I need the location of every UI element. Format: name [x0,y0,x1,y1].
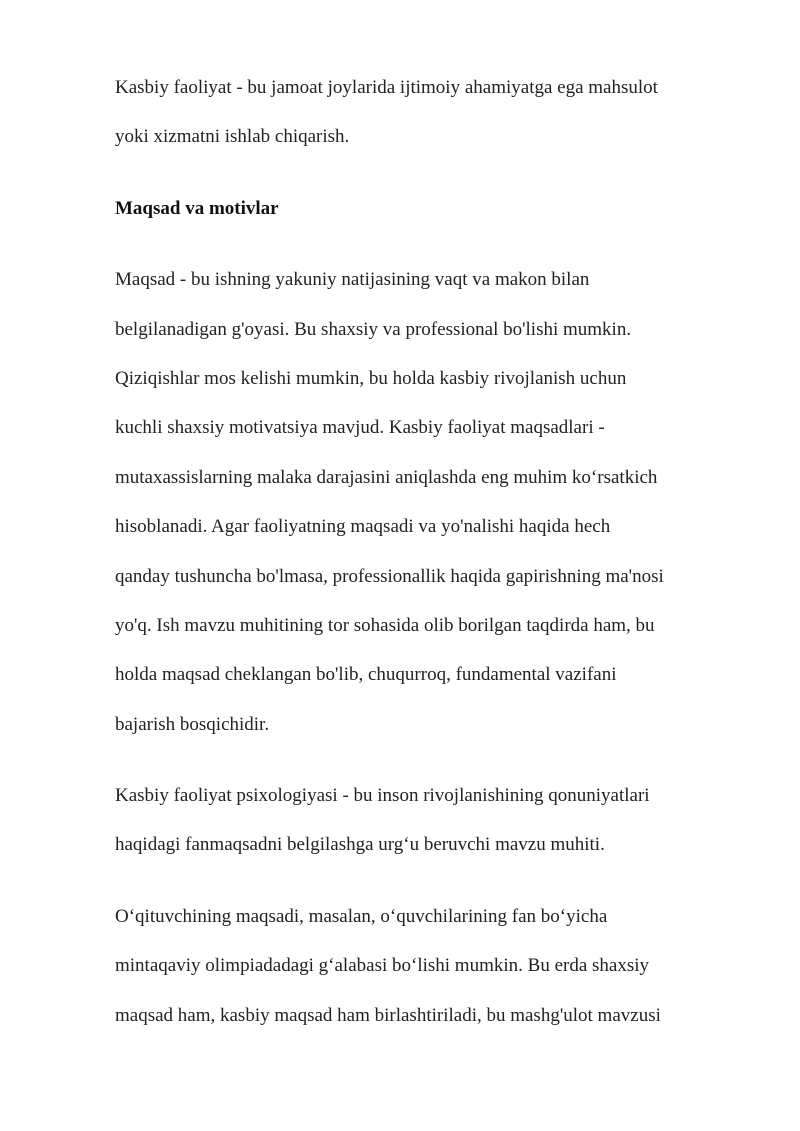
text-line: haqidagi fanmaqsadni belgilashga urg‘u beruvchi mavzu muhiti. [115,834,605,856]
text-line: mutaxassislarning malaka darajasini aniqlashda eng muhim ko‘rsatkich [115,466,658,488]
text-line: O‘qituvchining maqsadi, masalan, o‘quvchilarining fan bo‘yicha [115,905,608,927]
section-heading: Maqsad va motivlar [115,197,279,219]
intro-paragraph [115,72,745,171]
text-line: yoki xizmatni ishlab chiqarish. [115,126,350,148]
text-line: yo'q. Ish mavzu muhitining tor sohasida olib borilgan taqdirda ham, bu [115,614,655,636]
text-line: Kasbiy faoliyat psixologiyasi - bu inson rivojlanishining qonuniyatlari [115,785,650,807]
text-line: bajarish bosqichidir. [115,713,270,735]
paragraph-teacher-goal [115,901,745,1049]
text-line: mintaqaviy olimpiadadagi g‘alabasi bo‘lishi mumkin. Bu erda shaxsiy [115,955,650,977]
paragraph-goal-definition [115,264,745,758]
text-line: Kasbiy faoliyat - bu jamoat joylarida ijtimoiy ahamiyatga ega mahsulot [115,77,658,98]
text-line: kuchli shaxsiy motivatsiya mavjud. Kasbiy faoliyat maqsadlari - [115,417,605,439]
text-line: hisoblanadi. Agar faoliyatning maqsadi va yo'nalishi haqida hech [115,516,611,538]
paragraph-psychology [115,780,745,879]
text-line: Qiziqishlar mos kelishi mumkin, bu holda kasbiy rivojlanish uchun [115,367,627,389]
document-body [115,72,745,1049]
text-line: belgilanadigan g'oyasi. Bu shaxsiy va professional bo'lishi mumkin. [115,318,632,340]
text-line: holda maqsad cheklangan bo'lib, chuqurroq, fundamental vazifani [115,664,617,686]
text-line: maqsad ham, kasbiy maqsad ham birlashtiriladi, bu mashg'ulot mavzusi [115,1004,661,1026]
text-line: Maqsad - bu ishning yakuniy natijasining vaqt va makon bilan [115,269,590,291]
text-line: qanday tushuncha bo'lmasa, professionallik haqida gapirishning ma'nosi [115,565,664,587]
